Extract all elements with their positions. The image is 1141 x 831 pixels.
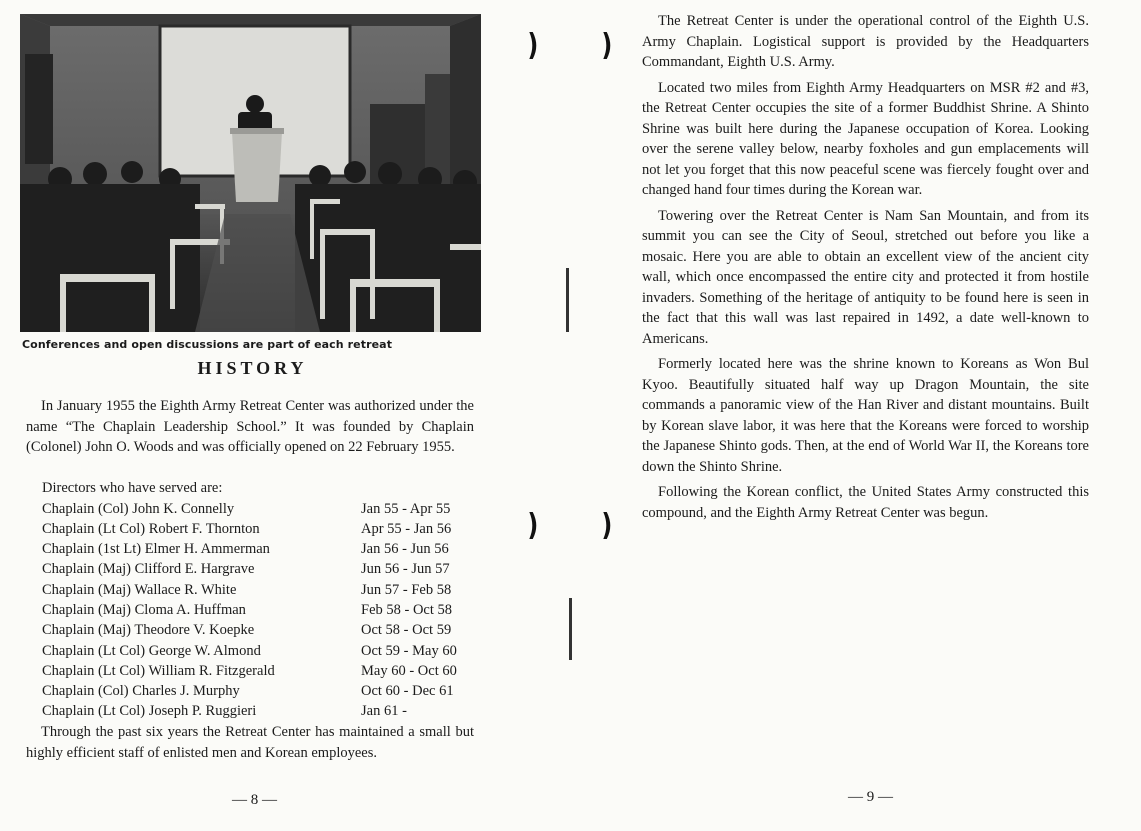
director-name: Chaplain (Maj) Wallace R. White: [42, 581, 237, 598]
binding-hole-mark: ): [527, 28, 539, 63]
director-row: [42, 620, 474, 640]
paragraph-former-shrine: Formerly located here was the shrine known to Koreans as Won Bul Kyoo. Beautifully situated half way up Dragon Mountain, the site commands a panoramic view of the Han River and distant mountains. Built by Korean slave labor, it was here that the Koreans were forced to worship the Japanese Shinto gods. Then, at the end of World War II, the Koreans tore down the Shinto Shrine.: [642, 356, 1089, 475]
paragraph-nam-san: Towering over the Retreat Center is Nam San Mountain, and from its summit you can see the City of Seoul, stretched out before you like a mosaic. Here you are able to obtain an excellent view of the ancient city wall, which once encompassed the entire city and protected it from hostile invaders. Something of the heritage of antiquity to be found here is seen in the fact that this wall was last repaired in 1492, a date well-known to Americans.: [642, 207, 1089, 347]
conference-photo: [20, 14, 481, 332]
paragraph-location: Located two miles from Eighth Army Headquarters on MSR #2 and #3, the Retreat Center occupies the site of a former Buddhist Shrine. A Shinto Shrine was built here during the Japanese occupation of Korea. Looking over the serene valley below, nearby foxholes and gun emplacements will not let you forget that this now peaceful scene was fiercely fought over and changed hand four times during the Korean war.: [642, 79, 1089, 198]
director-row: [42, 600, 474, 620]
photo-caption: Conferences and open discussions are part of each retreat: [22, 338, 393, 351]
paragraph-compound: Following the Korean conflict, the United States Army constructed this compound, and the Eighth Army Retreat Center was begun.: [642, 484, 1089, 521]
director-row: [42, 661, 474, 681]
director-row: [42, 499, 474, 519]
director-name: Chaplain (Maj) Theodore V. Koepke: [42, 622, 255, 639]
director-row: [42, 641, 474, 661]
director-term: Oct 58 - Oct 59: [361, 622, 452, 639]
director-name: Chaplain (Lt Col) Joseph P. Ruggieri: [42, 703, 257, 720]
intro-text: In January 1955 the Eighth Army Retreat Center was authorized under the name “The Chaplain Leadership School.” It was founded by Chaplain (Colonel) John O. Woods and was officially opened on 22 February 1955.: [26, 398, 474, 455]
directors-list: [42, 478, 474, 722]
section-title: HISTORY: [197, 358, 308, 378]
director-row: [42, 559, 474, 579]
director-row: [42, 539, 474, 559]
right-page: [570, 0, 1141, 831]
left-page: [0, 0, 520, 831]
director-term: Apr 55 - Jan 56: [361, 520, 452, 537]
director-term: Oct 59 - May 60: [361, 642, 457, 659]
director-name: Chaplain (Col) Charles J. Murphy: [42, 683, 240, 700]
binding-hole-mark: ): [601, 28, 613, 63]
intro-paragraph: [26, 396, 474, 458]
director-row: [42, 519, 474, 539]
director-name: Chaplain (Lt Col) William R. Fitzgerald: [42, 662, 275, 679]
closing-paragraph: [26, 722, 474, 763]
director-term: Jan 55 - Apr 55: [361, 500, 451, 517]
director-term: Jun 56 - Jun 57: [361, 561, 450, 578]
staple-mark: [566, 268, 569, 332]
director-name: Chaplain (1st Lt) Elmer H. Ammerman: [42, 541, 270, 558]
director-term: Feb 58 - Oct 58: [361, 601, 453, 618]
director-row: [42, 701, 474, 721]
closing-text: Through the past six years the Retreat Center has maintained a small but highly efficient staff of enlisted men and Korean employees.: [26, 724, 474, 761]
director-name: Chaplain (Col) John K. Connelly: [42, 500, 235, 517]
right-page-body: [642, 11, 1089, 528]
director-term: Jan 61 -: [361, 703, 407, 720]
director-name: Chaplain (Maj) Cloma A. Huffman: [42, 601, 246, 618]
paragraph-operational-control: The Retreat Center is under the operational control of the Eighth U.S. Army Chaplain. Logistical support is provided by the Headquarters Commandant, Eighth U.S. Army.: [642, 13, 1089, 70]
director-term: Oct 60 - Dec 61: [361, 683, 454, 700]
director-term: May 60 - Oct 60: [361, 662, 457, 679]
binding-hole-mark: ): [601, 508, 613, 543]
director-name: Chaplain (Lt Col) Robert F. Thornton: [42, 520, 260, 537]
page-number-left: — 8 —: [232, 792, 277, 808]
director-term: Jan 56 - Jun 56: [361, 541, 449, 558]
director-row: [42, 681, 474, 701]
director-name: Chaplain (Lt Col) George W. Almond: [42, 642, 261, 659]
director-row: [42, 580, 474, 600]
binding-hole-mark: ): [527, 508, 539, 543]
page-number-right: — 9 —: [848, 789, 893, 805]
directors-intro: Directors who have served are:: [42, 480, 223, 496]
director-name: Chaplain (Maj) Clifford E. Hargrave: [42, 561, 255, 578]
director-term: Jun 57 - Feb 58: [361, 581, 452, 598]
